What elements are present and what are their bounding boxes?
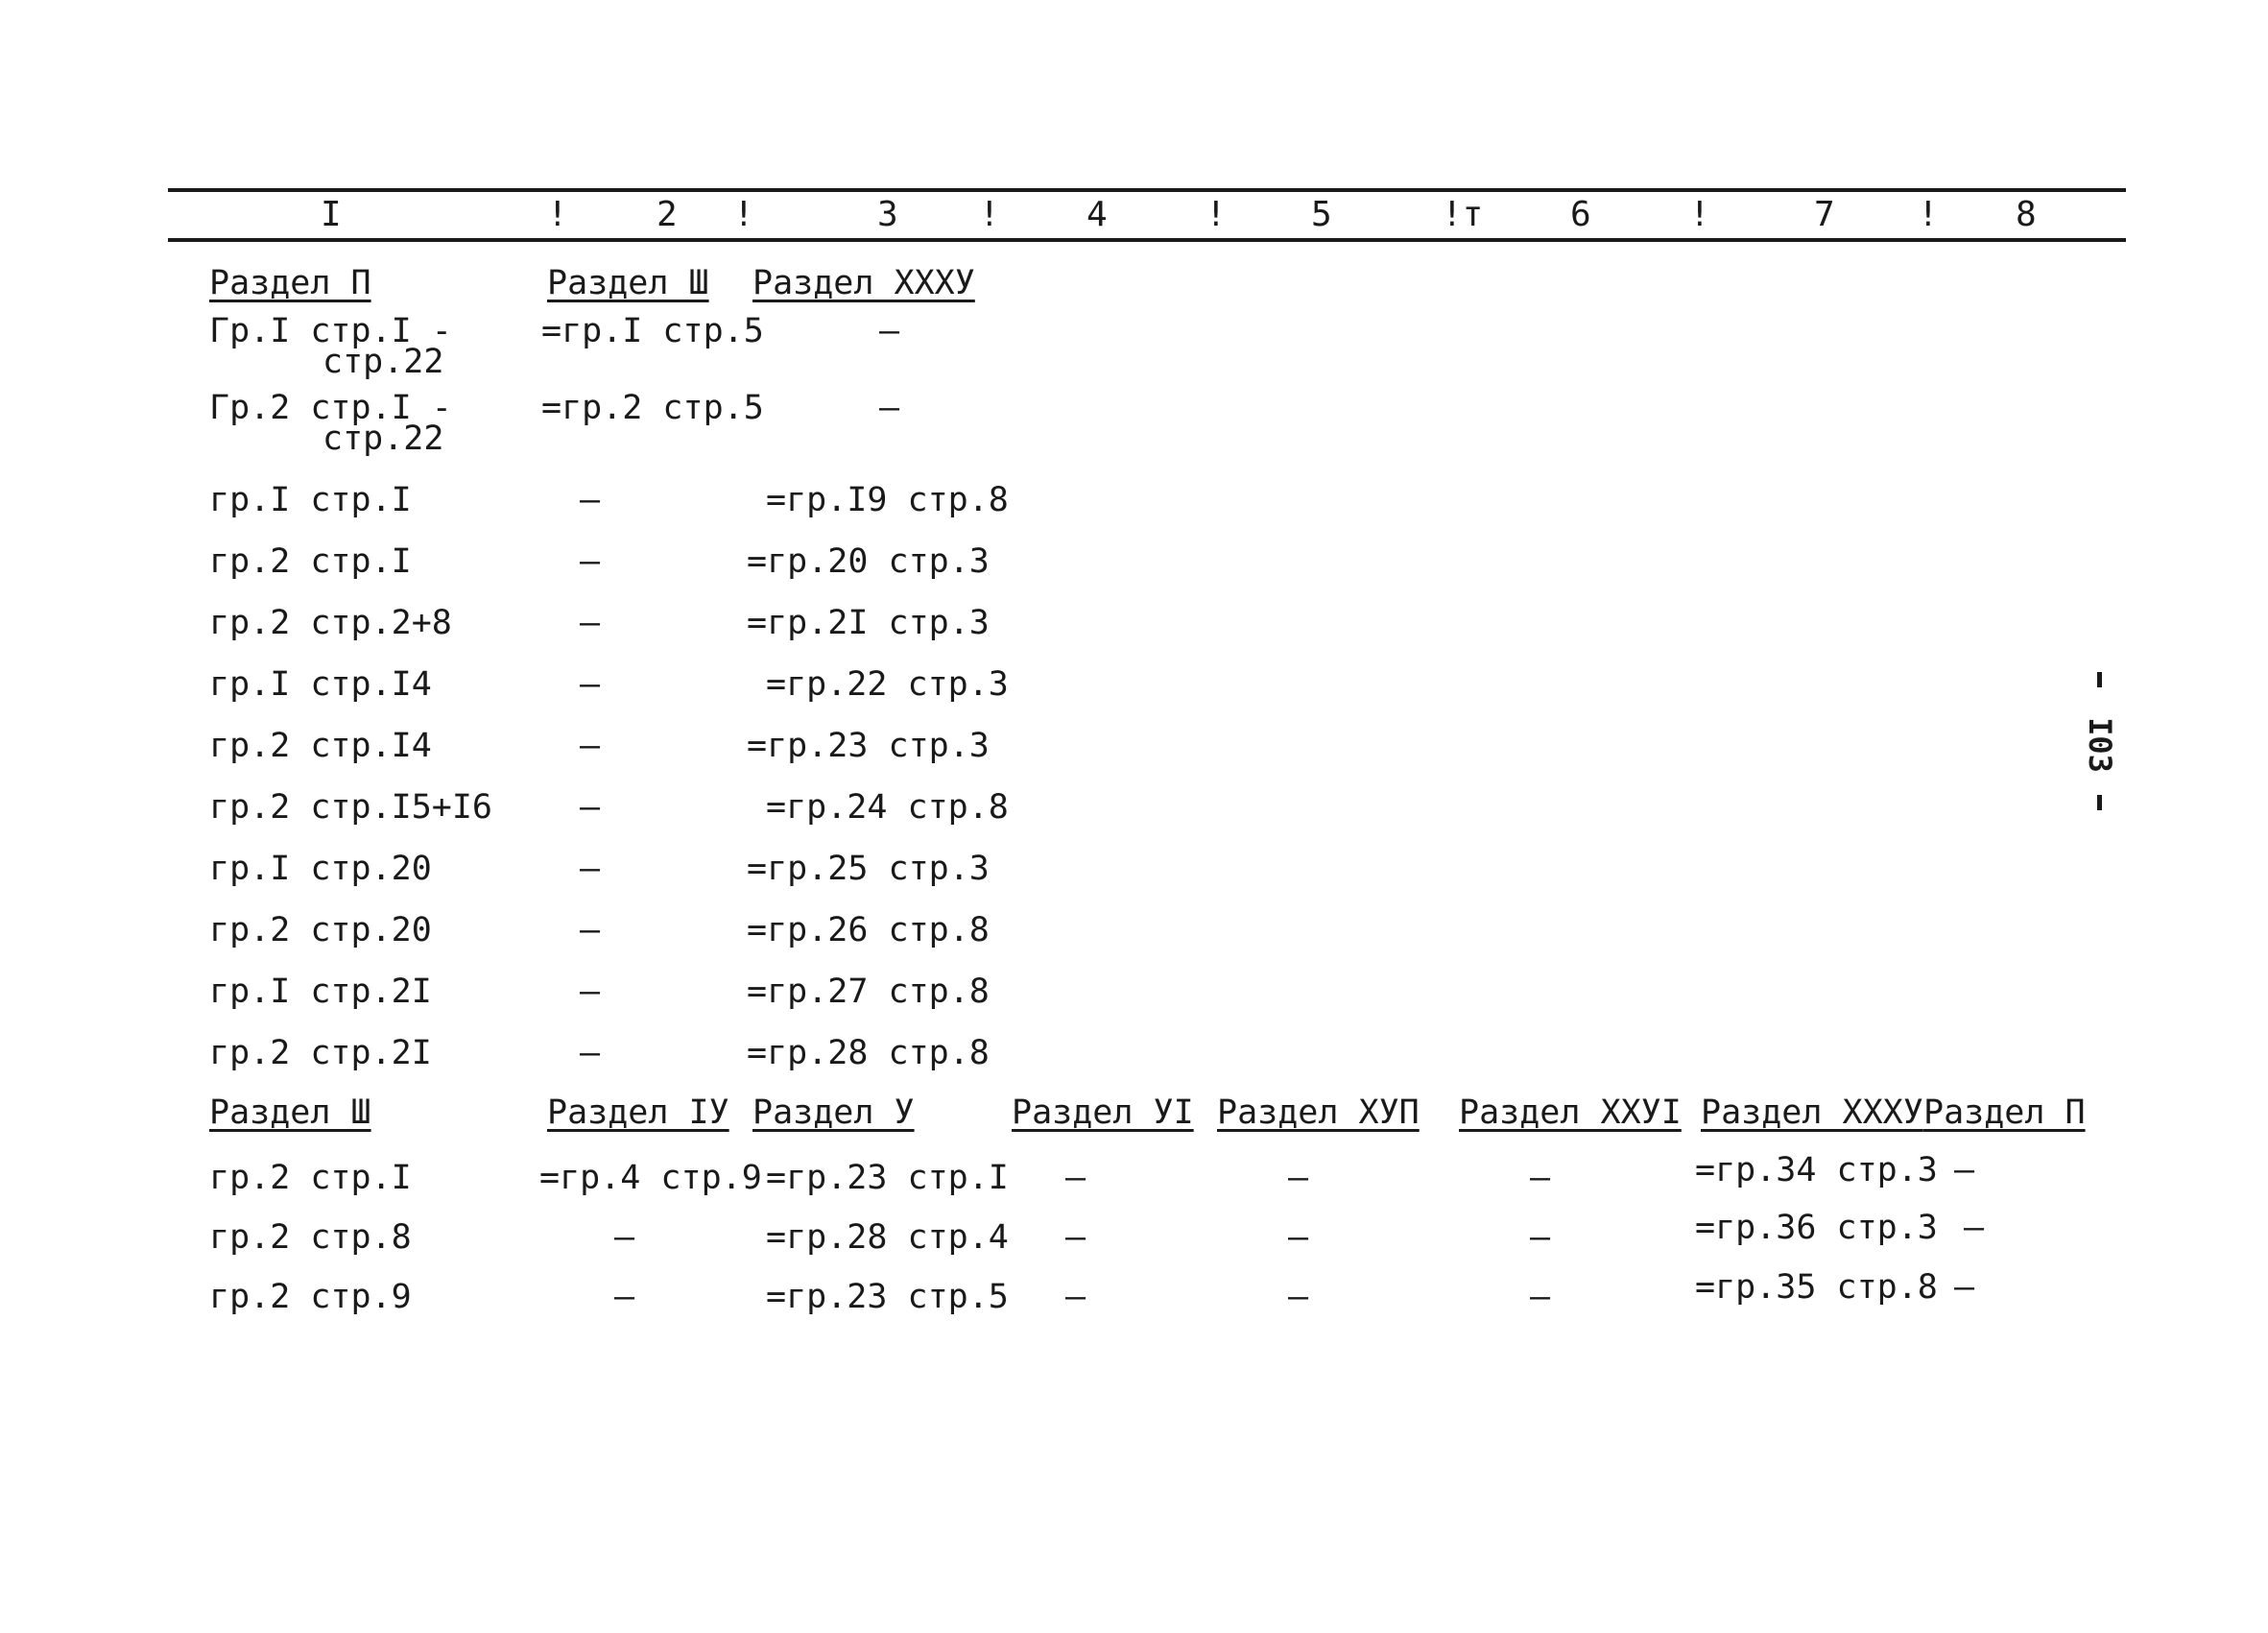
table-cell: – <box>1065 1159 1086 1197</box>
table-cell: =гр.35 стр.8 <box>1695 1268 1938 1307</box>
page-number-dash <box>2097 672 2102 687</box>
table-cell: гр.I стр.20 <box>209 850 432 888</box>
section-heading: Раздел У <box>752 1093 915 1132</box>
column-separator: ! <box>1206 195 1227 234</box>
table-header-rule <box>168 238 2126 242</box>
table-cell: =гр.25 стр.3 <box>747 850 990 888</box>
table-cell: =гр.22 стр.3 <box>766 665 1009 704</box>
table-cell: – <box>879 312 900 350</box>
table-cell: =гр.28 стр.8 <box>747 1034 990 1072</box>
table-cell: гр.I стр.I <box>209 481 412 519</box>
column-separator: ! <box>1918 195 1939 234</box>
table-cell: Гр.I стр.I - <box>209 312 452 350</box>
table-cell: =гр.2I стр.3 <box>747 604 990 642</box>
column-header-2: 2 <box>657 195 678 234</box>
table-cell: – <box>580 911 601 949</box>
table-cell: =гр.28 стр.4 <box>766 1218 1009 1257</box>
table-cell: – <box>580 481 601 519</box>
column-separator: ! <box>979 195 1000 234</box>
table-cell: – <box>1954 1268 1975 1307</box>
table-top-rule <box>168 188 2126 192</box>
section-heading: Раздел Ш <box>209 1093 371 1132</box>
table-cell: гр.2 стр.I5+I6 <box>209 788 493 827</box>
table-cell: – <box>1530 1159 1551 1197</box>
section-heading: Раздел Ш <box>547 264 709 302</box>
table-cell: =гр.2 стр.5 <box>541 389 764 427</box>
section-heading: Раздел XXУI <box>1459 1093 1682 1132</box>
table-cell: – <box>580 727 601 765</box>
table-cell: – <box>580 850 601 888</box>
table-cell: гр.2 стр.I <box>209 542 412 581</box>
column-separator: ! <box>733 195 754 234</box>
table-cell: гр.I стр.2I <box>209 973 432 1011</box>
column-header-1: I <box>321 195 342 234</box>
table-cell: – <box>1288 1218 1309 1257</box>
column-header-5: 5 <box>1311 195 1332 234</box>
section-heading: Раздел П <box>1923 1093 2086 1132</box>
column-separator: !т <box>1442 195 1484 234</box>
table-cell: =гр.I9 стр.8 <box>766 481 1009 519</box>
section-heading: Раздел ХУП <box>1217 1093 1420 1132</box>
table-cell: =гр.36 стр.3 <box>1695 1209 1938 1247</box>
table-cell: – <box>1288 1278 1309 1316</box>
table-cell: гр.2 стр.I4 <box>209 727 432 765</box>
table-cell: стр.22 <box>322 343 444 381</box>
table-cell: =гр.23 стр.I <box>766 1159 1009 1197</box>
table-cell: =гр.4 стр.9 <box>539 1159 762 1197</box>
table-cell: =гр.34 стр.3 <box>1695 1151 1938 1189</box>
table-cell: – <box>879 389 900 427</box>
column-header-3: 3 <box>877 195 898 234</box>
table-cell: – <box>580 788 601 827</box>
table-cell: – <box>1530 1278 1551 1316</box>
table-cell: гр.2 стр.2I <box>209 1034 432 1072</box>
table-cell: гр.I стр.I4 <box>209 665 432 704</box>
table-cell: гр.2 стр.I <box>209 1159 412 1197</box>
column-header-6: 6 <box>1570 195 1591 234</box>
table-cell: стр.22 <box>322 420 444 458</box>
section-heading: Раздел XXXУ <box>1701 1093 1923 1132</box>
table-cell: – <box>580 542 601 581</box>
column-separator: ! <box>1689 195 1710 234</box>
table-cell: =гр.27 стр.8 <box>747 973 990 1011</box>
table-cell: – <box>614 1218 635 1257</box>
table-cell: – <box>580 665 601 704</box>
table-cell: – <box>580 973 601 1011</box>
section-heading: Раздел П <box>209 264 371 302</box>
page-number-dash <box>2097 795 2102 810</box>
table-cell: – <box>1065 1278 1086 1316</box>
table-cell: – <box>1954 1151 1975 1189</box>
section-heading: Раздел IУ <box>547 1093 729 1132</box>
column-separator: ! <box>547 195 568 234</box>
section-heading: Раздел XXXУ <box>752 264 975 302</box>
table-cell: =гр.23 стр.3 <box>747 727 990 765</box>
table-cell: гр.2 стр.8 <box>209 1218 412 1257</box>
table-cell: =гр.I стр.5 <box>541 312 764 350</box>
column-header-4: 4 <box>1086 195 1108 234</box>
table-cell: – <box>580 604 601 642</box>
table-cell: гр.2 стр.20 <box>209 911 432 949</box>
table-cell: – <box>614 1278 635 1316</box>
table-cell: – <box>580 1034 601 1072</box>
table-cell: Гр.2 стр.I - <box>209 389 452 427</box>
section-heading: Раздел УI <box>1012 1093 1194 1132</box>
table-cell: – <box>1065 1218 1086 1257</box>
table-cell: – <box>1288 1159 1309 1197</box>
table-cell: – <box>1964 1209 1985 1247</box>
table-cell: =гр.23 стр.5 <box>766 1278 1009 1316</box>
column-header-8: 8 <box>2016 195 2037 234</box>
column-header-7: 7 <box>1814 195 1835 234</box>
table-cell: =гр.20 стр.3 <box>747 542 990 581</box>
table-cell: =гр.24 стр.8 <box>766 788 1009 827</box>
page-number <box>2081 672 2119 826</box>
table-cell: =гр.26 стр.8 <box>747 911 990 949</box>
table-cell: гр.2 стр.9 <box>209 1278 412 1316</box>
table-cell: – <box>1530 1218 1551 1257</box>
page-number-text: I03 <box>2082 717 2118 773</box>
table-cell: гр.2 стр.2+8 <box>209 604 452 642</box>
